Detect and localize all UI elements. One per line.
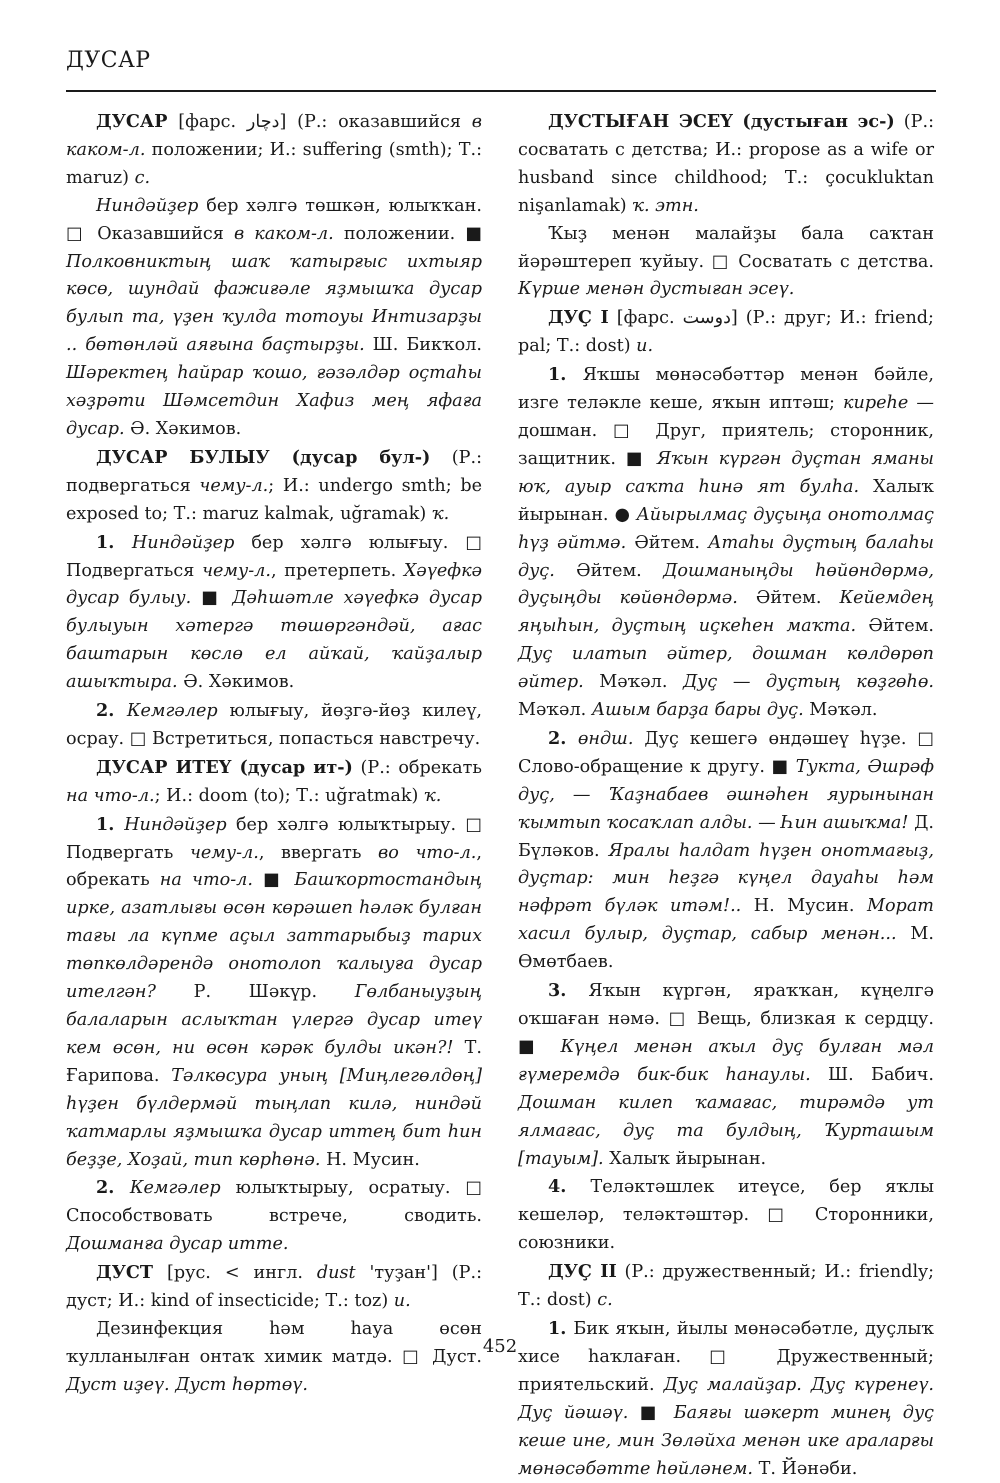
body-text: [фарс. دچار] (Р.: оказавшийся: [167, 112, 472, 132]
italic-text: ҡ.: [431, 503, 450, 524]
headword: ДУҪ I: [548, 307, 609, 329]
italic-text: чему-л.: [202, 560, 271, 581]
dictionary-paragraph: [518, 977, 934, 1173]
body-text: положении; И.: suffering (smth); Т.: maruz): [66, 139, 482, 188]
headword: 2.: [96, 1177, 130, 1199]
body-text: , обрекать: [66, 842, 482, 891]
dictionary-paragraph: [518, 304, 934, 361]
body-text: Т. Йәнәби.: [753, 1458, 858, 1479]
dictionary-paragraph: [66, 529, 482, 697]
body-text: бер хәлгә юлыҡтырыу. □ Подвергать: [66, 814, 482, 863]
body-text: (Р.: дружественный; И.: friendly; Т.: dost): [518, 1262, 935, 1311]
italic-text: Тукта, Әшрәф дуҫ, — Ҡаҙнабаев әшнәһен яурынынан ҡымтып ҡосаҡлап алды. — Һин ашыҡма!: [518, 756, 934, 833]
dictionary-paragraph: [66, 1174, 482, 1259]
headword: ДУҪ II: [548, 1261, 617, 1283]
italic-text: ҡ. этн.: [632, 195, 699, 216]
italic-text: dust: [316, 1263, 356, 1284]
italic-text: Дуҫ — дуҫтың көҙгөһө.: [683, 672, 935, 693]
body-text: ; И.: doom (to); Т.: uğratmak): [154, 785, 424, 806]
italic-text: Шәректең һайрар ҡошо, ғәзәлдәр оҫтаһы хәҙрәти Шәмсетдин Хафиз мең яфаға дусар.: [66, 363, 482, 439]
italic-text: чему-л.: [189, 842, 259, 863]
dictionary-paragraph: [66, 754, 482, 811]
body-text: Теләктәшлек итеүсе, бер яҡлы кешеләр, теләктәштәр. □ Сторонники, союзники.: [518, 1177, 934, 1254]
italic-text: Атаһы дуҫтың балаһы дуҫ.: [518, 532, 934, 581]
headword: ДУСАР ИТЕҮ (дусар ит-): [96, 756, 353, 778]
headword: 2.: [548, 727, 578, 749]
body-text: (Р.: сосватать с детства; И.: propose as a wife or husband since childhood; Т.: çocukluktan nişanlamak): [518, 112, 934, 216]
italic-text: Баяғы шәкерт минең дуҫ кеше ине, мин Зөләйха менән ике араларғы мөнәсәбәтте һөйләнем.: [518, 1402, 935, 1479]
body-text: ■: [252, 870, 295, 891]
headword: 3.: [548, 980, 589, 1002]
italic-text: на что-л.: [159, 870, 253, 891]
italic-text: Күңел менән аҡыл дуҫ булған мәл ғүмеремдә бик-бик һанаулы.: [518, 1036, 934, 1085]
italic-text: Хәүефкә дусар булыу.: [66, 560, 482, 609]
headword: 1.: [548, 1317, 574, 1339]
italic-text: Полковниктың шаҡ ҡатырғыс ихтыяр көсө, шундай фажиғәле яҙмышҡа дусар булып та, үҙен ҡулда тотоуы Интизарҙы .. бөтөнләй аяғына баҫтырҙы.: [66, 251, 482, 356]
italic-text: Кемгәлер: [129, 1178, 221, 1199]
italic-text: с.: [597, 1290, 613, 1311]
headword: 4.: [548, 1176, 591, 1198]
headword: 2.: [96, 700, 127, 722]
italic-text: и.: [393, 1291, 411, 1312]
dictionary-paragraph: [518, 108, 934, 221]
italic-text: ҡ.: [423, 785, 442, 806]
italic-text: Дәһшәтле хәүефкә дусар булыуын хәтергә төшөргәндәй, ағас баштарын көслө ел айҡай, ҡайҙалыр ашыҡтыра.: [66, 588, 482, 693]
body-text: , ввергать: [258, 842, 379, 863]
headword: 1.: [96, 531, 132, 553]
page-number: 452: [482, 1336, 518, 1357]
body-text: Әйтем.: [626, 532, 709, 553]
left-column: [66, 108, 482, 1400]
italic-text: киреһе —: [843, 393, 934, 414]
dictionary-paragraph: [66, 193, 482, 444]
body-text: ■: [628, 1402, 674, 1423]
dictionary-paragraph: [518, 1173, 934, 1258]
dictionary-paragraph: [66, 108, 482, 193]
dictionary-paragraph: [518, 361, 934, 725]
body-text: Р. Шәкүр.: [155, 982, 355, 1003]
body-text: бер хәлгә юлығыу. □ Подвергаться: [66, 532, 482, 581]
body-text: Ә. Хәкимов.: [177, 672, 295, 693]
body-text: дошман. □ Друг, приятель; сторонник, защитник. ■: [518, 420, 934, 469]
body-text: Н. Мусин.: [320, 1149, 420, 1170]
italic-text: и.: [636, 336, 654, 357]
body-text: Әйтем.: [554, 560, 664, 581]
italic-text: Дуст иҙеү. Дуст һөртөү.: [66, 1374, 308, 1395]
italic-text: Ниндәйҙер: [131, 532, 235, 553]
body-text: Дезинфекция һәм һауа өсөн ҡулланылған онтаҡ химик матдә. □ Дуст.: [66, 1318, 482, 1367]
dictionary-paragraph: [518, 725, 934, 977]
headword: ДУСАР: [96, 111, 168, 132]
italic-text: өндш.: [577, 728, 634, 749]
body-text: [рус. < ингл.: [153, 1263, 317, 1284]
body-text: 'туҙан'] (Р.: дуст; И.: kind of insecticide; Т.: toz): [66, 1263, 482, 1312]
italic-text: Башҡортостандың ирке, азатлығы өсөн көрәшеп һәләк булған тағы ла күпме аҫыл заттарыбыҙ тарих төпкөлдәрендә онотолоп ҡалыуға дусар ителгән?: [66, 870, 483, 1003]
dictionary-paragraph: [66, 1316, 482, 1400]
headword: ДУСТЫҒАН ЭСЕҮ (дустыған эс-): [548, 111, 895, 132]
dictionary-paragraph: [66, 697, 482, 754]
body-text: Әйтем.: [737, 588, 840, 609]
italic-text: Ниндәйҙер: [124, 814, 227, 835]
body-text: ■: [191, 588, 233, 609]
italic-text: Ниндәйҙер: [96, 195, 199, 216]
body-text: Яҡшы мөнәсәбәттәр менән бәйле, изге теләкле кеше, яҡын иптәш;: [518, 365, 934, 414]
body-text: бер хәлгә төшкән, юлыҡҡан. □ Оказавшийся: [66, 195, 482, 244]
body-text: Әйтем.: [856, 616, 934, 637]
italic-text: чему-л.: [199, 475, 269, 496]
body-text: Т. Ғарипова.: [66, 1037, 483, 1086]
headword: 1.: [96, 813, 125, 835]
body-text: Яҡын күргән, яраҡҡан, күңелгә оҡшаған нәмә. □ Вещь, близкая к сердцу. ■: [518, 981, 934, 1057]
italic-text: Дошман килеп ҡамағас, тирәмдә ут ялмағас, дуҫ та булдың, Ҡурташым [тауым].: [518, 1092, 934, 1169]
body-text: Ш. Бикҡол.: [364, 335, 482, 356]
body-text: (Р.: подвергаться: [66, 447, 482, 496]
body-text: , претерпеть.: [270, 560, 404, 581]
body-text: Д. Бүләков.: [518, 812, 934, 861]
body-text: Бик яҡын, йылы мөнәсәбәтле, дуҫлыҡ хисе һаҡлаған. □ Дружественный; приятельский.: [518, 1318, 935, 1395]
headword: ДУСАР БУЛЫУ (дусар бул-): [96, 446, 431, 468]
italic-text: в каком-л.: [66, 112, 482, 160]
body-text: Ш. Бабич.: [810, 1064, 934, 1085]
italic-text: Яралы һалдат һүҙен онотмағыҙ, дуҫтар: мин һеҙгә күңел дауаһы һәм нәфрәт бүләк итәм!..: [518, 840, 934, 917]
italic-text: на что-л.: [66, 785, 155, 806]
right-column: [518, 108, 934, 1483]
body-text: Халыҡ йырынан. ●: [518, 476, 934, 525]
body-text: Дуҫ кешегә өндәшеү һүҙе. □ Слово-обращение к другу. ■: [518, 728, 934, 777]
body-text: Ҡыҙ менән малайҙы бала саҡтан йәрәштереп ҡуйыу. □ Сосватать с детства.: [518, 223, 934, 272]
dictionary-paragraph: [518, 1258, 934, 1315]
body-text: ; И.: undergo smth; be exposed to; Т.: maruz kalmak, uğramak): [66, 475, 483, 524]
italic-text: Яҡын күргән дуҫтан яманы юҡ, ауыр саҡта һинә ят булһа.: [518, 448, 934, 497]
italic-text: Кемгәлер: [126, 701, 218, 722]
body-text: юлығыу, йөҙгә-йөҙ килеү, осрау. □ Встретиться, попасться навстречу.: [66, 701, 482, 749]
headword: ДУСТ: [96, 1262, 154, 1284]
italic-text: Дуҫ малайҙар. Дуҫ күренеү. Дуҫ йәшәү.: [518, 1374, 935, 1423]
italic-text: во что-л.: [378, 842, 477, 863]
italic-text: с.: [134, 167, 151, 188]
italic-text: Дошманыңды һөйөндөрмә, дуҫыңды көйөндөрмә.: [518, 560, 934, 609]
italic-text: Күрше менән дустыған эсеү.: [518, 279, 795, 300]
body-text: положении. ■: [333, 223, 482, 244]
italic-text: Дошманға дусар итте.: [66, 1234, 289, 1255]
body-text: (Р.: обрекать: [352, 757, 482, 778]
body-text: Мәҡәл.: [518, 700, 592, 721]
italic-text: Морат хасил булыр, дуҫтар, сабыр менән...: [518, 896, 934, 945]
body-text: Мәҡәл.: [803, 700, 878, 721]
body-text: Н. Мусин.: [741, 896, 867, 917]
running-head: ДУСАР: [66, 48, 151, 73]
italic-text: Тәлкөсура уның [Миңлегөлдөң] һүҙен бүлдермәй тыңлап килә, ниндәй ҡатмарлы яҙмышҡа дусар иттең бит һин беҙҙе, Хоҙай, тип көрһөнә.: [66, 1065, 482, 1170]
dictionary-paragraph: [66, 811, 482, 1175]
body-text: Ә. Хәкимов.: [124, 418, 242, 439]
italic-text: Гөлбаныуҙың балаларын аслыҡтан үлергә дусар итеү кем өсөн, ни өсөн кәрәк булды икән?!: [66, 982, 482, 1058]
italic-text: Дуҫ илатып әйтер, дошман көлдөрөп әйтер.: [518, 644, 934, 693]
italic-text: в каком-л.: [233, 223, 334, 244]
dictionary-paragraph: [518, 221, 934, 305]
dictionary-paragraph: [66, 444, 482, 529]
italic-text: Ашым барҙа бары дуҫ.: [591, 700, 804, 721]
italic-text: Кейемдең яңыһын, дуҫтың иҫкеһен маҡта.: [518, 588, 934, 637]
body-text: М. Өмөтбаев.: [518, 924, 934, 973]
headword: 1.: [548, 364, 583, 386]
body-text: Мәҡәл.: [583, 672, 683, 693]
dictionary-paragraph: [66, 1259, 482, 1316]
italic-text: Айырылмаҫ дуҫыңа онотолмаҫ һүҙ әйтмә.: [518, 504, 934, 553]
body-text: Халыҡ йырынан.: [603, 1148, 767, 1169]
body-text: [фарс. دوست] (Р.: друг; И.: friend; pal; Т.: dost): [518, 308, 934, 357]
body-text: юлыҡтырыу, осратыу. □ Способствовать встрече, сводить.: [66, 1178, 482, 1227]
header-rule: [66, 90, 936, 92]
